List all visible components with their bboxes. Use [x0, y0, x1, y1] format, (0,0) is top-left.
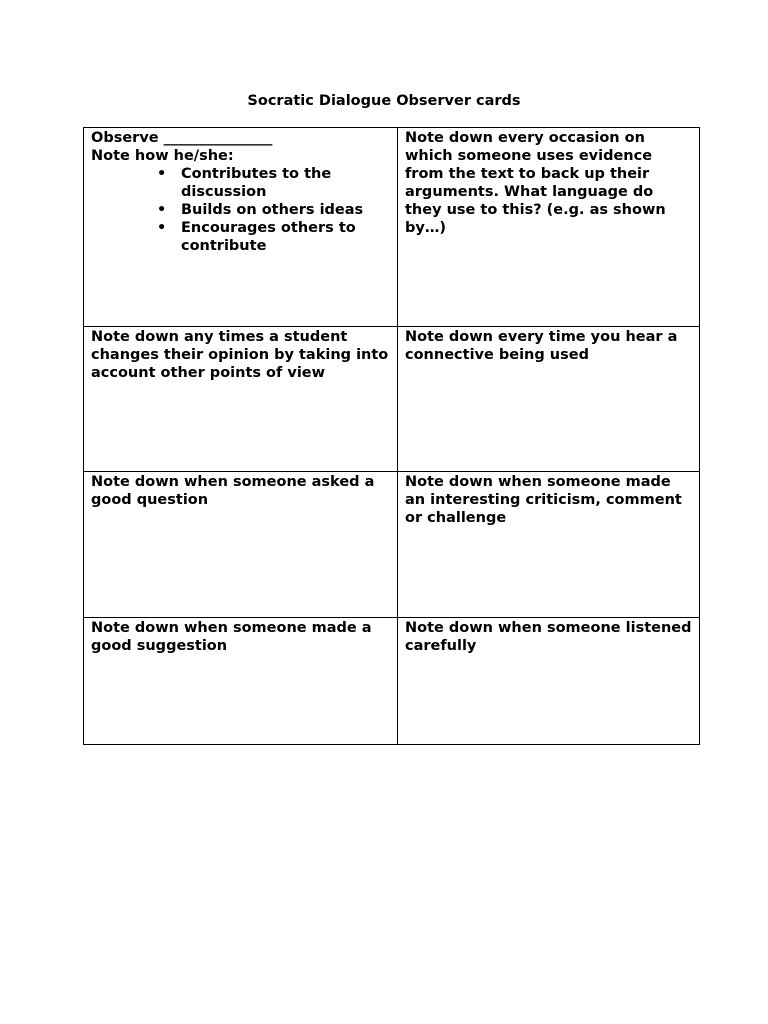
note-how-line: Note how he/she:: [91, 148, 234, 164]
card-criticism: Note down when someone made an interesting criticism, comment or challenge: [398, 472, 700, 618]
card-suggestion: Note down when someone made a good suggestion: [84, 618, 398, 745]
list-item-text: Builds on others ideas: [181, 202, 364, 218]
card-good-question: Note down when someone asked a good question: [84, 472, 398, 618]
document-title: Socratic Dialogue Observer cards: [247, 93, 521, 109]
list-item-text: Contributes to the discussion: [181, 166, 332, 200]
card-observe: [84, 128, 398, 327]
table-row: [84, 472, 700, 618]
card-opinion-change: Note down any times a student changes their opinion by taking into account other points of view: [84, 327, 398, 472]
card-evidence: Note down every occasion on which someone uses evidence from the text to back up their arguments. What language do they use to this? (e.g. as shown by…): [398, 128, 700, 327]
table-row: [84, 327, 700, 472]
table-row: [84, 128, 700, 327]
list-item-text: Encourages others to contribute: [181, 220, 356, 254]
table-row: [84, 618, 700, 745]
card-connective: Note down every time you hear a connective being used: [398, 327, 700, 472]
bullet-icon: •: [157, 202, 167, 218]
observe-line: Observe _______________: [91, 130, 273, 146]
list-item: [157, 201, 391, 219]
bullet-icon: •: [157, 166, 167, 182]
list-item: [157, 165, 391, 201]
bullet-icon: •: [157, 220, 167, 236]
list-item: [157, 219, 391, 255]
behaviour-list: [91, 165, 391, 255]
observer-cards-table: [83, 127, 700, 745]
card-listened: Note down when someone listened carefully: [398, 618, 700, 745]
